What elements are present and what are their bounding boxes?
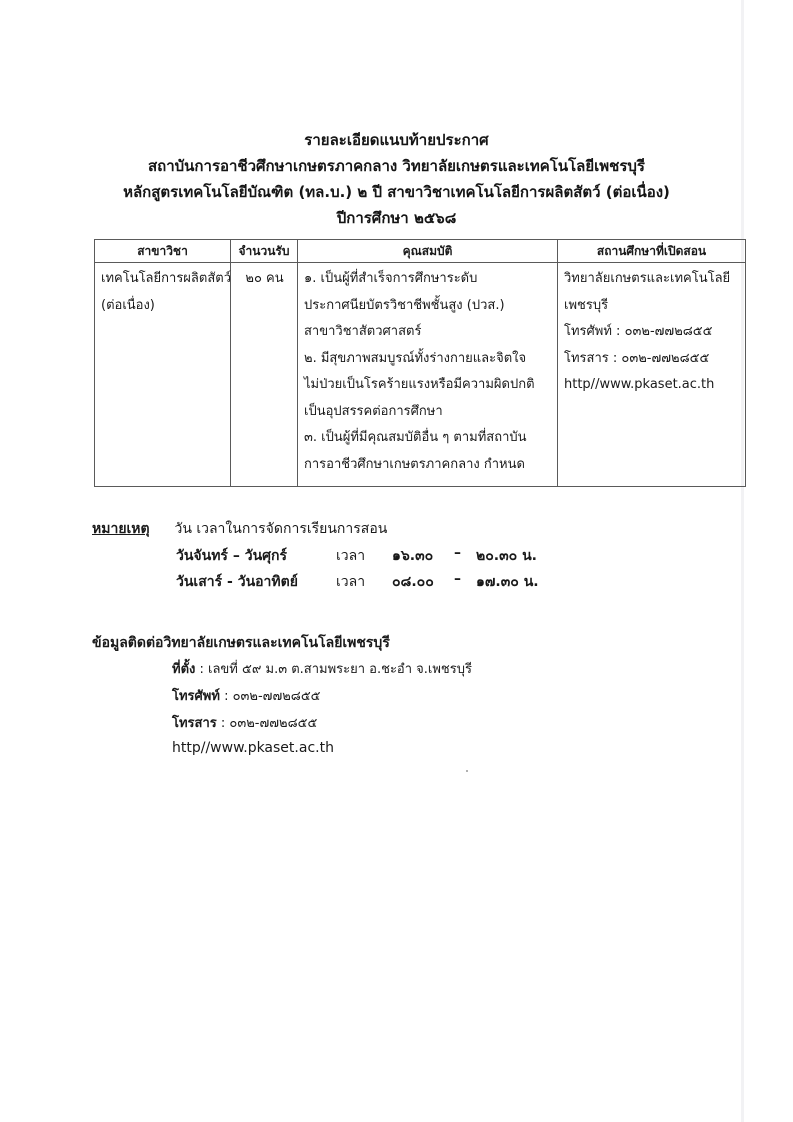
qualification-line: เป็นอุปสรรคต่อการศึกษา [304, 403, 443, 419]
institution-phone: โทรศัพท์ : ๐๓๒-๗๗๒๘๕๕ [564, 324, 713, 339]
fax-value: : ๐๓๒-๗๗๒๘๕๕ [220, 716, 318, 731]
contact-phone [172, 685, 321, 706]
scan-speck [466, 770, 468, 772]
header-qualifications: คุณสมบัติ [298, 240, 558, 263]
contact-address [172, 658, 472, 679]
institution-line: เพชรบุรี [564, 297, 609, 313]
phone-label: โทรศัพท์ [172, 689, 220, 704]
schedule-dash: – [454, 545, 461, 561]
schedule-dash: – [454, 571, 461, 587]
contact-website[interactable]: http//www.pkaset.ac.th [172, 740, 334, 756]
table-header-row [95, 240, 746, 263]
institution-line: วิทยาลัยเกษตรและเทคโนโลยี [564, 271, 731, 286]
cell-qualifications [298, 263, 558, 487]
document-title [0, 126, 793, 230]
institution-fax: โทรสาร : ๐๓๒-๗๗๒๘๕๕ [564, 350, 710, 366]
schedule-days: วันเสาร์ - วันอาทิตย์ [176, 574, 298, 590]
note-section [92, 518, 387, 540]
institution-website[interactable]: http//www.pkaset.ac.th [564, 377, 715, 392]
title-line-4: ปีการศึกษา ๒๕๖๘ [336, 209, 457, 227]
contact-fax [172, 712, 317, 733]
fax-label: โทรสาร [172, 716, 217, 731]
note-label: หมายเหตุ [92, 521, 150, 537]
qualification-line: สาขาวิชาสัตวศาสตร์ [304, 324, 422, 339]
address-label: ที่ตั้ง [172, 662, 196, 677]
header-major: สาขาวิชา [95, 240, 231, 263]
major-line: (ต่อเนื่อง) [101, 297, 155, 313]
title-line-3: หลักสูตรเทคโนโลยีบัณฑิต (ทล.บ.) ๒ ปี สาขาวิชาเทคโนโลยีการผลิตสัตว์ (ต่อเนื่อง) [123, 183, 670, 201]
schedule-end: ๒๐.๓๐ น. [476, 548, 537, 564]
major-line: เทคโนโลยีการผลิตสัตว์ [101, 271, 231, 286]
schedule-time-label: เวลา [336, 548, 366, 564]
header-institution: สถานศึกษาที่เปิดสอน [558, 240, 746, 263]
qualification-line: ๓. เป็นผู้ที่มีคุณสมบัติอื่น ๆ ตามที่สถาบัน [304, 430, 527, 445]
contact-title: ข้อมูลติดต่อวิทยาลัยเกษตรและเทคโนโลยีเพชรบุรี [92, 635, 390, 651]
schedule-start: ๑๖.๓๐ [392, 548, 434, 564]
title-line-1: รายละเอียดแนบท้ายประกาศ [304, 131, 489, 149]
qualification-line: การอาชีวศึกษาเกษตรภาคกลาง กำหนด [304, 456, 525, 472]
schedule-days: วันจันทร์ – วันศุกร์ [176, 548, 288, 564]
table-row [95, 263, 746, 487]
admission-table [94, 239, 746, 487]
schedule-end: ๑๗.๓๐ น. [476, 574, 539, 590]
count-value: ๒๐ คน [245, 271, 284, 286]
qualification-line: ไม่ป่วยเป็นโรคร้ายแรงหรือมีความผิดปกติ [304, 377, 535, 392]
address-value: : เลขที่ ๕๙ ม.๓ ต.สามพระยา อ.ชะอำ จ.เพชรบุรี [199, 662, 472, 677]
header-count: จำนวนรับ [231, 240, 298, 263]
cell-count [231, 263, 298, 487]
qualification-line: ๒. มีสุขภาพสมบูรณ์ทั้งร่างกายและจิตใจ [304, 350, 527, 366]
title-line-2: สถาบันการอาชีวศึกษาเกษตรภาคกลาง วิทยาลัยเกษตรและเทคโนโลยีเพชรบุรี [148, 157, 645, 175]
note-text: วัน เวลาในการจัดการเรียนการสอน [174, 521, 388, 537]
schedule-start: ๐๘.๐๐ [392, 574, 434, 590]
qualification-line: ๑. เป็นผู้ที่สำเร็จการศึกษาระดับ [304, 271, 478, 286]
schedule-time-label: เวลา [336, 574, 366, 590]
qualification-line: ประกาศนียบัตรวิชาชีพชั้นสูง (ปวส.) [304, 297, 505, 313]
cell-major [95, 263, 231, 487]
cell-institution [558, 263, 746, 487]
phone-value: : ๐๓๒-๗๗๒๘๕๕ [224, 689, 321, 704]
